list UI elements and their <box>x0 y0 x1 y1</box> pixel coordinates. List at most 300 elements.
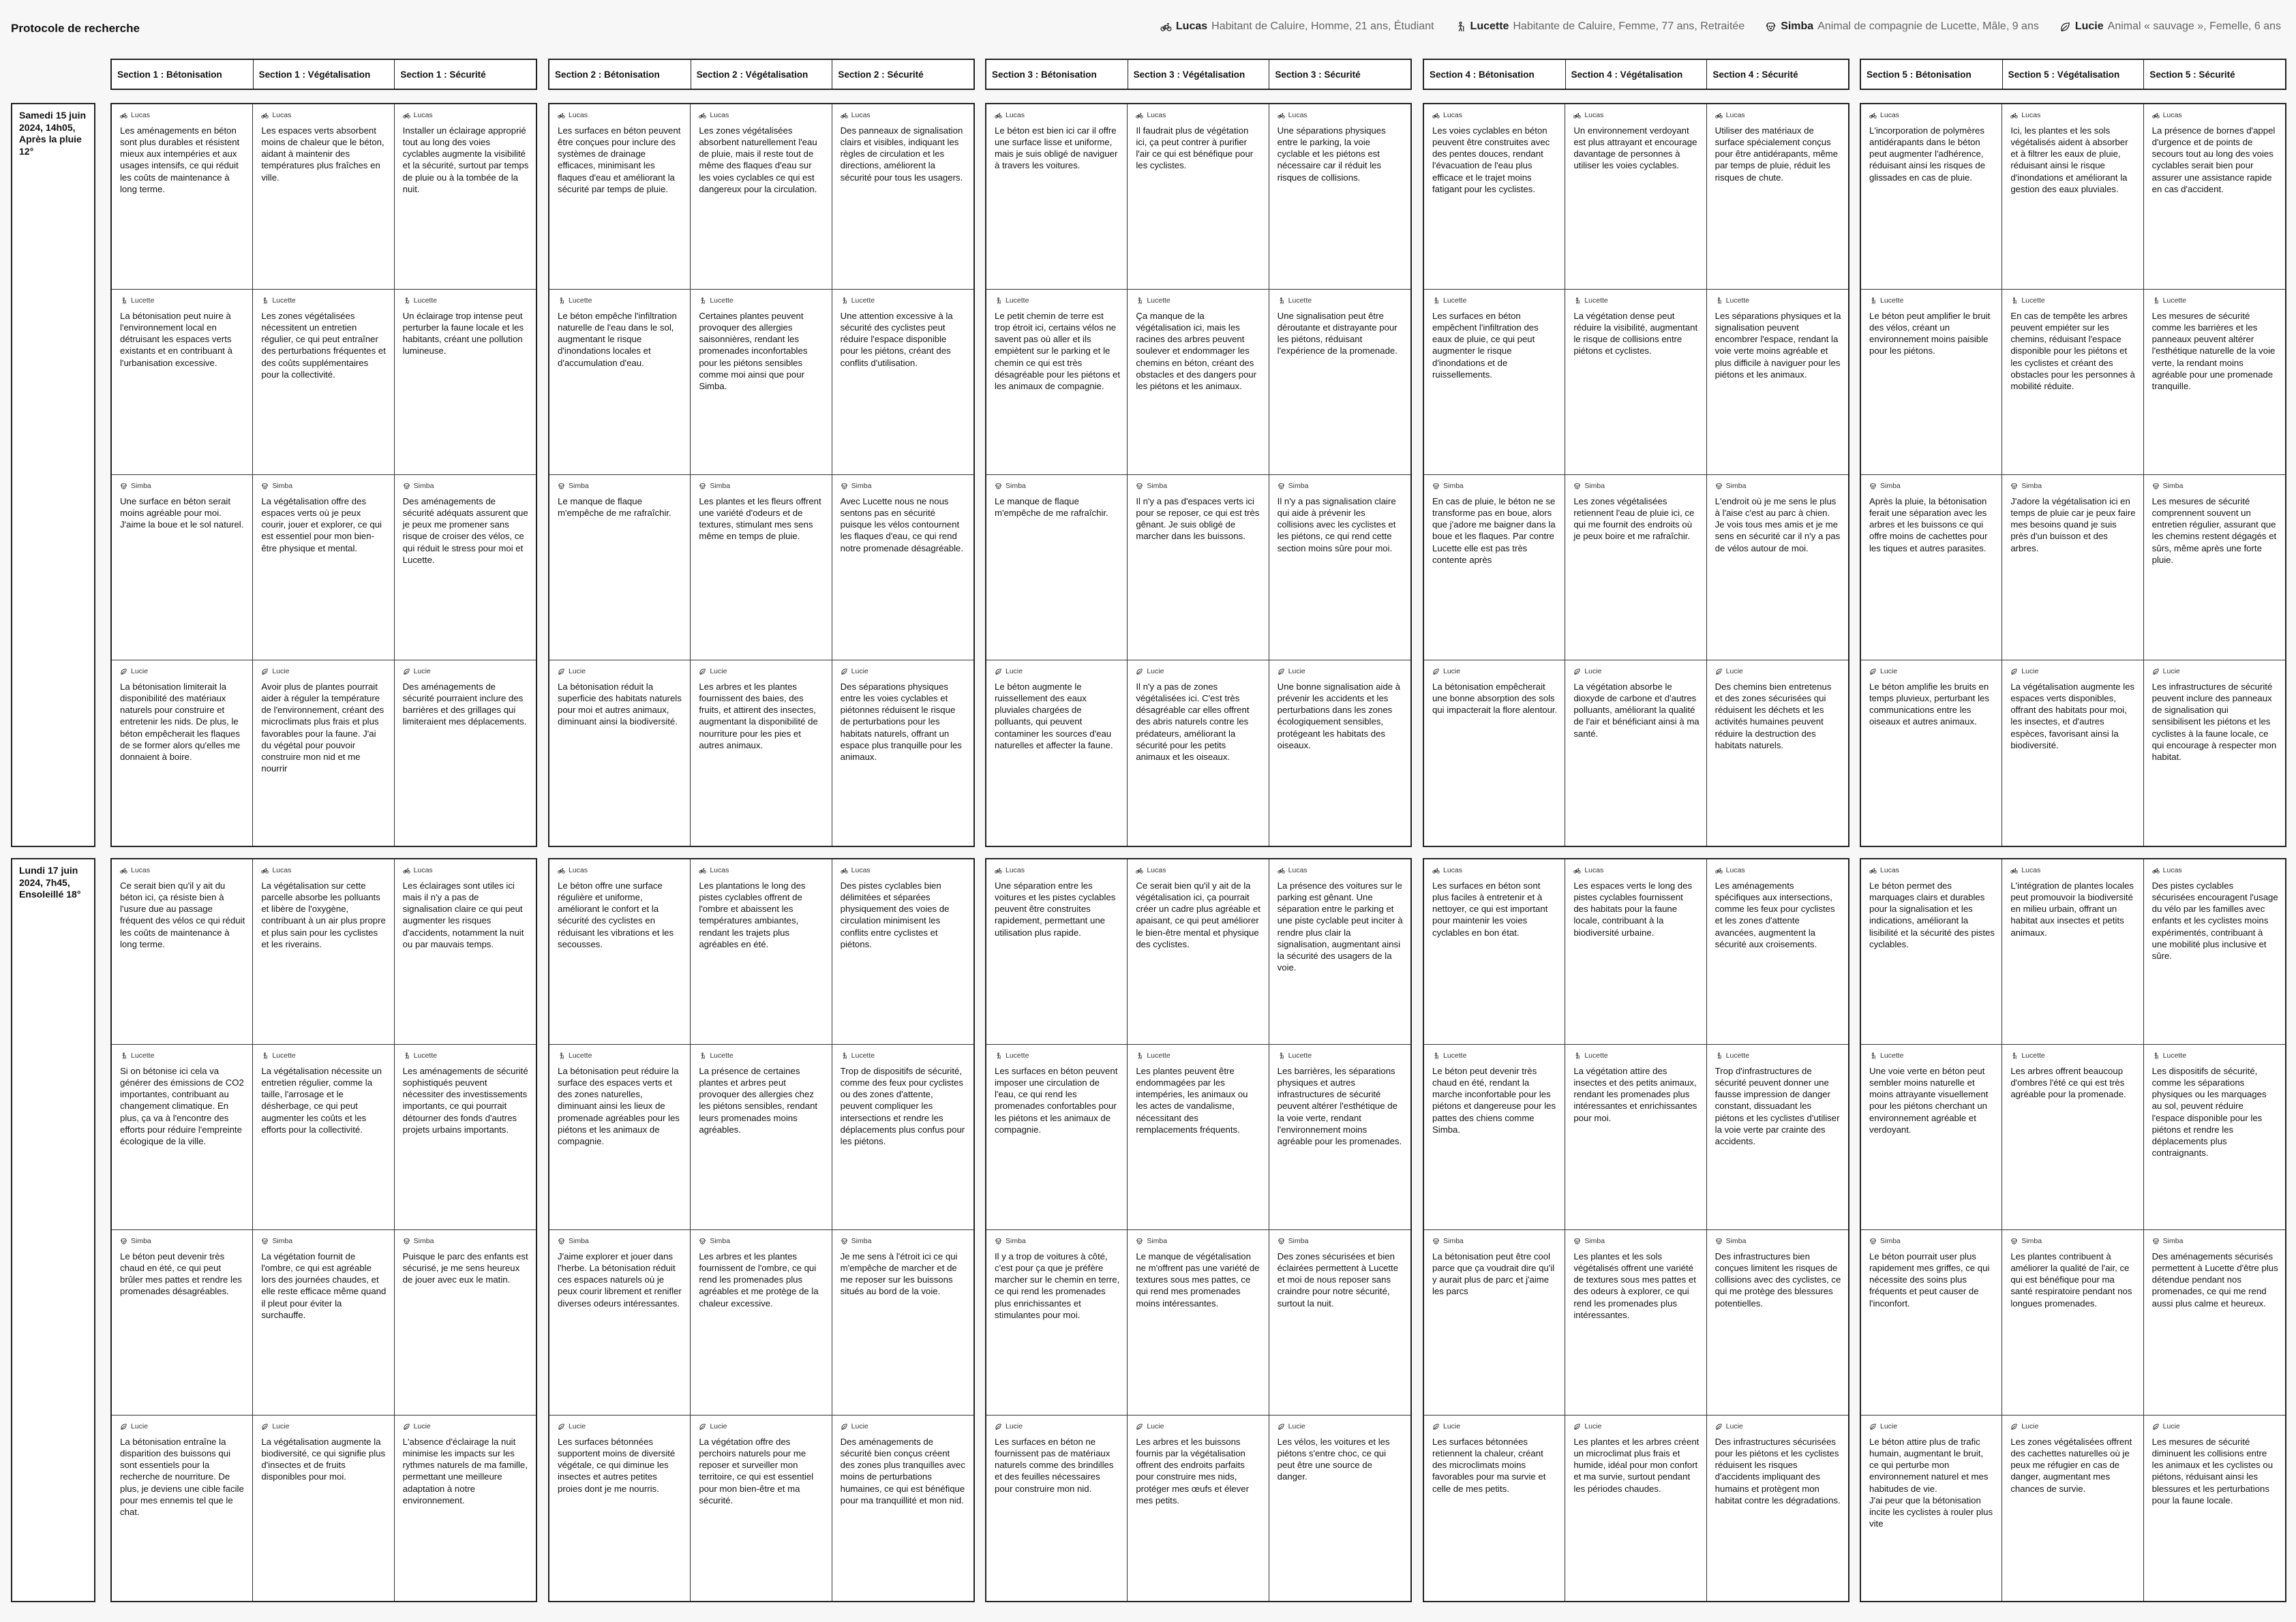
observation-text: Les éclairages sont utiles ici mais il n'y a pas de signalisation claire ce qui peut augmenter les risques d'accidents, notamment la nuit ou par mauvais temps. <box>402 881 524 949</box>
dog-icon <box>995 483 1002 490</box>
column-header: Section 2 : Bétonisation <box>549 60 691 89</box>
observation-text: L'absence d'éclairage la nuit minimise les impacts sur les rythmes naturels de ma famille, permettant une meilleure adaptation à notre environnement. <box>402 1437 528 1505</box>
observation-text: L'intégration de plantes locales peut promouvoir la biodiversité en milieu urbain, offrant un habitat aux insectes et petits animaux. <box>2010 881 2134 938</box>
persona-tag <box>995 482 1120 490</box>
observation-text: Les mesures de sécurité comme les barrières et les panneaux peuvent altérer l'esthétique naturelle de la voie verte, la rendant moins agréable pour une promenade tranquille. <box>2151 311 2276 391</box>
observation-text: J'adore la végétalisation ici en temps de pluie car je peux faire mes besoins quand je suis près d'un buisson et des arbres. <box>2010 496 2136 553</box>
persona-name: Lucas <box>2021 111 2041 119</box>
persona-tag <box>403 1052 529 1060</box>
observation-cell <box>1861 660 2002 846</box>
observation-cell <box>1269 104 1410 290</box>
bicycle-icon <box>1573 867 1581 874</box>
leaf-icon <box>403 1423 410 1430</box>
persona-name: Lucie <box>1443 667 1461 675</box>
observation-text: Les plantations le long des pistes cyclables offrent de l'ombre et abaissent les températures ambiantes, rendant les trajets plus agréables en été. <box>699 881 806 949</box>
observation-text: Une séparation entre les voitures et les pistes cyclables peuvent être construites rapidement, permettant une utilisation plus rapide. <box>995 881 1116 938</box>
persona-name: Lucette <box>1880 1052 1904 1060</box>
leaf-icon <box>261 668 269 675</box>
persona-tag <box>995 667 1120 675</box>
observation-cell <box>1424 859 1565 1045</box>
bicycle-icon <box>995 867 1002 874</box>
persona-tag <box>558 866 683 874</box>
observation-text: Les surfaces en béton sont plus faciles à entretenir et à nettoyer, ce qui est important pour maintenir les voies cyclables en bon état. <box>1432 881 1548 938</box>
dog-icon <box>699 483 706 490</box>
column-header: Section 5 : Bétonisation <box>1861 60 2003 89</box>
observation-text: Le béton est bien ici car il offre une surface lisse et uniforme, mais je suis obligé de naviguer à travers les voitures. <box>995 125 1118 171</box>
persona-tag <box>995 1052 1120 1060</box>
dog-icon <box>841 1238 848 1245</box>
observation-cell <box>1565 660 1706 846</box>
bicycle-icon <box>1136 112 1143 119</box>
persona-name: Lucette <box>851 296 875 305</box>
observation-cell <box>395 660 536 846</box>
persona-name: Lucie <box>1584 1422 1602 1430</box>
persona-name: Simba <box>1006 482 1026 490</box>
observation-grid <box>1860 858 2286 1602</box>
persona-tag <box>2152 111 2278 119</box>
observation-text: Les plantes et les arbres créent un microclimat plus frais et humide, idéal pour mon confort et ma survie, surtout pendant les périodes chaudes. <box>1573 1437 1700 1494</box>
persona-tag <box>120 1422 245 1430</box>
observation-cell <box>1128 290 1269 475</box>
bicycle-icon <box>120 867 127 874</box>
persona-name: Lucas <box>131 866 151 874</box>
persona-name: Lucie <box>569 667 586 675</box>
persona-name: Lucette <box>1006 1052 1029 1060</box>
persona-tag <box>1869 482 1995 490</box>
bicycle-icon <box>2152 867 2160 874</box>
persona-tag <box>1136 667 1261 675</box>
walker-icon <box>1432 1052 1440 1060</box>
persona-name: Simba <box>131 482 151 490</box>
persona-name: Lucas <box>1443 111 1463 119</box>
observation-text: La végétalisation augmente les espaces verts disponibles, offrant des habitats pour moi, les insectes, et d'autres espèces, favorisant ainsi la biodiversité. <box>2010 682 2135 750</box>
column-header: Section 1 : Sécurité <box>400 69 486 80</box>
observation-cell <box>1269 1045 1410 1230</box>
bicycle-icon <box>558 112 565 119</box>
persona-tag <box>1869 667 1995 675</box>
persona-tag <box>1715 1237 1841 1245</box>
persona-tag <box>403 667 529 675</box>
persona-name: Lucas <box>131 111 151 119</box>
walker-icon <box>841 1052 848 1060</box>
observation-text: La bétonisation peut réduire la surface des espaces verts et des zones naturelles, diminuant ainsi les lieux de promenade agréables pour les piétons et les animaux de compagnie. <box>558 1066 680 1146</box>
persona-name: Lucette <box>1288 1052 1312 1060</box>
observation-grid <box>548 858 975 1602</box>
persona-tag <box>1715 482 1841 490</box>
persona-name: Simba <box>710 482 731 490</box>
observation-cell <box>112 475 253 660</box>
observation-cell <box>1707 1230 1848 1416</box>
observation-text: J'aime explorer et jouer dans l'herbe. La bétonisation réduit ces espaces naturels où je peux courir librement et renifler diverses odeurs intéressantes. <box>558 1251 682 1309</box>
persona-tag <box>2010 296 2136 305</box>
observation-cell <box>395 475 536 660</box>
persona-name: Lucette <box>2021 1052 2045 1060</box>
persona-tag <box>1278 111 1404 119</box>
persona-tag <box>403 482 529 490</box>
observation-text: Des zones sécurisées et bien éclairées permettent à Lucette et moi de nous reposer sans craindre pour notre sécurité, surtout la nuit. <box>1277 1251 1399 1309</box>
observation-cell <box>1861 859 2002 1045</box>
persona-tag <box>2152 1422 2278 1430</box>
observation-text: Les zones végétalisées absorbent naturellement l'eau de pluie, mais il reste tout de même des flaques d'eau sur les voies cyclables ce qui est dangereux pour la circulation. <box>699 125 817 194</box>
observation-text: Des séparations physiques entre les voies cyclables et piétonnes réduisent le risque de perturbations pour les habitats naturels, offrant un espace plus tranquille pour les animaux. <box>840 682 962 762</box>
persona-tag <box>558 296 683 305</box>
observation-text: Ici, les plantes et les sols végétalisés aident à absorber et à filtrer les eaux de pluie, réduisant ainsi le risque d'inondations et améliorant la gestion des eaux pluviales. <box>2010 125 2128 194</box>
persona-tag <box>403 1422 529 1430</box>
leaf-icon <box>699 1423 706 1430</box>
observation-cell <box>112 1230 253 1416</box>
observation-cell <box>2002 859 2143 1045</box>
observation-text: Les surfaces en béton peuvent imposer une circulation de l'eau, ce qui rend les promenades confortables pour les piétons et les animaux de compagnie. <box>995 1066 1118 1135</box>
observation-text: Il y a trop de voitures à côté, c'est pour ça que je préfère marcher sur le chemin en terre, ce qui rend les promenades plus enrichissantes et stimulantes pour moi. <box>995 1251 1120 1320</box>
bicycle-icon <box>699 112 706 119</box>
observation-text: Les zones végétalisées nécessitent un entretien régulier, ce qui peut entraîner des perturbations fréquentes et des coûts supplémentaires pour la collectivité. <box>261 311 386 380</box>
persona-name: Lucie <box>1288 1422 1305 1430</box>
observation-text: Les voies cyclables en béton peuvent être construites avec des pentes douces, rendant l'évacuation de l'eau plus efficace et le trajet moins fatigant pour les cyclistes. <box>1432 125 1550 194</box>
persona-tag <box>1136 296 1261 305</box>
observation-cell <box>1424 475 1565 660</box>
observation-cell <box>1565 475 1706 660</box>
bicycle-icon <box>1869 867 1877 874</box>
walker-icon <box>2010 1052 2018 1060</box>
persona-name: Simba <box>1288 1237 1309 1245</box>
leaf-icon <box>1573 668 1581 675</box>
observation-text: Ça manque de la végétalisation ici, mais les racines des arbres peuvent soulever et endommager les chemins en béton, créant des obstacles et des dangers pour les piétons et les animaux. <box>1136 311 1257 391</box>
observation-text: Des infrastructures sécurisées pour les piétons et les cyclistes réduisent les risques d'accidents impliquant des humains et protègent mon habitat contre les dégradations. <box>1715 1437 1841 1505</box>
observation-text: Les aménagements en béton sont plus durables et résistent mieux aux intempéries et aux usages intensifs, ce qui réduit les coûts de maintenance à long terme. <box>120 125 240 194</box>
observation-cell <box>2144 1230 2285 1416</box>
bicycle-icon <box>2152 112 2160 119</box>
persona-name: Lucette <box>1443 296 1467 305</box>
leaf-icon <box>1715 1423 1723 1430</box>
leaf-icon <box>2152 668 2160 675</box>
bicycle-icon <box>120 112 127 119</box>
observation-grid <box>1423 858 1849 1602</box>
persona-tag <box>120 296 245 305</box>
dog-icon <box>2010 483 2018 490</box>
observation-cell <box>691 1045 832 1230</box>
legend-desc: Animal « sauvage », Femelle, 6 ans <box>2107 20 2281 32</box>
bicycle-icon <box>403 112 410 119</box>
section-header-group <box>110 59 537 90</box>
observation-cell <box>253 290 394 475</box>
dog-icon <box>403 483 410 490</box>
persona-name: Simba <box>1147 1237 1168 1245</box>
persona-name: Simba <box>1725 1237 1747 1245</box>
persona-name: Simba <box>1443 482 1464 490</box>
persona-name: Simba <box>1006 1237 1026 1245</box>
persona-name: Simba <box>569 1237 589 1245</box>
dog-icon <box>261 1238 269 1245</box>
observation-cell <box>986 1416 1128 1601</box>
persona-name: Simba <box>1880 1237 1901 1245</box>
observation-cell <box>2144 475 2285 660</box>
persona-name: Lucie <box>710 1422 727 1430</box>
observation-text: La bétonisation peut être cool parce que ça voudrait dire qu'il y aurait plus de parc et j'aime les parcs <box>1432 1251 1555 1297</box>
leaf-icon <box>1432 1423 1440 1430</box>
persona-tag <box>558 111 683 119</box>
persona-name: Lucette <box>272 1052 296 1060</box>
observation-text: Les arbres offrent beaucoup d'ombres l'été ce qui est très agréable pour la promenade. <box>2010 1066 2126 1100</box>
observation-text: Le manque de flaque m'empêche de me rafraîchir. <box>995 496 1108 519</box>
persona-name: Lucie <box>2021 1422 2039 1430</box>
persona-tag <box>261 1422 387 1430</box>
persona-name: Lucette <box>2162 296 2187 305</box>
walker-icon <box>1278 297 1285 305</box>
observation-text: L'incorporation de polymères antidérapants dans le béton peut augmenter l'adhérence, réduisant ainsi les risques de glissades en cas de pluie. <box>1869 125 1986 183</box>
observation-cell <box>253 1230 394 1416</box>
persona-tag <box>1136 1422 1261 1430</box>
column-header: Section 4 : Végétalisation <box>1566 60 1708 89</box>
persona-tag <box>1573 1422 1699 1430</box>
observation-cell <box>1565 104 1706 290</box>
persona-name: Lucas <box>710 111 729 119</box>
observation-cell <box>832 290 973 475</box>
walker-icon <box>1278 1052 1285 1060</box>
persona-name: Lucas <box>1880 111 1900 119</box>
observation-grid <box>1423 103 1849 847</box>
bicycle-icon <box>1278 112 1285 119</box>
bicycle-icon <box>1715 867 1723 874</box>
observation-text: Les arbres et les plantes fournissent des baies, des fruits, et attirent des insectes, augmentant la disponibilité de nourriture pour les pies et autres animaux. <box>699 682 818 750</box>
bicycle-icon <box>841 867 848 874</box>
persona-tag <box>1136 1237 1261 1245</box>
observation-cell <box>1128 1230 1269 1416</box>
persona-name: Lucette <box>131 1052 155 1060</box>
dog-icon <box>120 483 127 490</box>
persona-tag <box>1432 866 1558 874</box>
observation-text: Les plantes peuvent être endommagées par les intempéries, les animaux ou les actes de vandalisme, nécessitant des remplacements fréquents. <box>1136 1066 1248 1135</box>
observation-cell <box>1861 1416 2002 1601</box>
persona-tag <box>261 1237 387 1245</box>
observation-cell <box>1424 290 1565 475</box>
leaf-icon <box>558 668 565 675</box>
walker-icon <box>403 1052 410 1060</box>
persona-tag <box>841 667 967 675</box>
persona-name: Simba <box>413 482 434 490</box>
persona-name: Lucas <box>569 866 588 874</box>
persona-tag <box>403 111 529 119</box>
legend-desc: Animal de compagnie de Lucette, Mâle, 9 ans <box>1817 20 2039 32</box>
persona-tag <box>2010 866 2136 874</box>
observation-cell <box>1424 1045 1565 1230</box>
persona-tag <box>261 111 387 119</box>
leaf-icon <box>841 1423 848 1430</box>
persona-tag <box>120 1237 245 1245</box>
observation-cell <box>691 859 832 1045</box>
persona-tag <box>1432 111 1558 119</box>
observation-cell <box>2002 660 2143 846</box>
observation-text: La bétonisation peut nuire à l'environnement local en détruisant les espaces verts existants et en contribuant à l'urbanisation excessive. <box>120 311 232 368</box>
observation-text: La végétation fournit de l'ombre, ce qui est agréable lors des journées chaudes, et elle reste efficace même quand il pleut pour éviter la surchauffe. <box>261 1251 387 1320</box>
dog-icon <box>1136 1238 1143 1245</box>
persona-tag <box>1136 1052 1261 1060</box>
dog-icon <box>1573 1238 1581 1245</box>
persona-name: Lucie <box>272 1422 290 1430</box>
dog-icon <box>403 1238 410 1245</box>
observation-text: La végétalisation offre des espaces verts où je peux courir, jouer et explorer, ce qui est essentiel pour mon bien-être physique et mental. <box>261 496 382 553</box>
persona-tag <box>558 667 683 675</box>
walker-icon <box>558 1052 565 1060</box>
observation-cell <box>1424 1230 1565 1416</box>
observation-cell <box>112 1045 253 1230</box>
persona-tag <box>558 1422 683 1430</box>
persona-tag <box>995 866 1120 874</box>
observation-text: L'endroit où je me sens le plus à l'aise c'est au parc à chien. Je vois tous mes amis et je me sens en sécurité car il n'y a pas de vélos autour de moi. <box>1715 496 1841 553</box>
persona-name: Lucie <box>851 667 868 675</box>
observation-cell <box>986 104 1128 290</box>
persona-tag <box>841 1052 967 1060</box>
column-header: Section 3 : Bétonisation <box>986 60 1128 89</box>
persona-tag <box>120 667 245 675</box>
persona-name: Simba <box>2021 1237 2042 1245</box>
observation-text: La présence de certaines plantes et arbres peut provoquer des allergies chez les piétons sensibles, rendant leurs promenades moins agréables. <box>699 1066 818 1135</box>
persona-tag <box>2010 111 2136 119</box>
observation-grid <box>985 858 1412 1602</box>
persona-tag <box>995 1422 1120 1430</box>
observation-text: Des pistes cyclables sécurisées encouragent l'usage du vélo par les familles avec enfants et les cyclistes moins expérimentés, contribuant à une mobilité plus inclusive et sûre. <box>2151 881 2278 961</box>
observation-cell <box>549 1416 691 1601</box>
observation-text: Le manque de flaque m'empêche de me rafraîchir. <box>558 496 671 519</box>
leaf-icon <box>1715 668 1723 675</box>
bicycle-icon <box>699 867 706 874</box>
persona-name: Lucas <box>2162 866 2182 874</box>
observation-cell <box>1861 290 2002 475</box>
observation-cell <box>1707 104 1848 290</box>
persona-tag <box>1869 111 1995 119</box>
observation-text: Un environnement verdoyant est plus attrayant et encourage davantage de personnes à utiliser les voies cyclables. <box>1573 125 1697 171</box>
legend-item-simba <box>1765 20 2039 33</box>
observation-text: Les plantes et les sols végétalisés offrent une variété de textures sous mes pattes et des odeurs à explorer, ce qui rend les promenades plus intéressantes. <box>1573 1251 1696 1320</box>
observation-cell <box>1861 475 2002 660</box>
observation-text: Après la pluie, la bétonisation ferait une séparation avec les arbres et les buissons ce qui offre moins de cachettes pour les tiques et autres parasites. <box>1869 496 1988 553</box>
observation-cell <box>2002 1230 2143 1416</box>
leaf-icon <box>1278 668 1285 675</box>
persona-name: Simba <box>272 482 293 490</box>
persona-name: Lucie <box>413 1422 431 1430</box>
leaf-icon <box>1136 668 1143 675</box>
persona-name: Simba <box>131 1237 151 1245</box>
observation-cell <box>1707 1416 1848 1601</box>
persona-tag <box>841 1237 967 1245</box>
persona-name: Lucie <box>710 667 727 675</box>
observation-text: Des aménagements sécurisés permettent à Lucette d'être plus détendue pendant nos promenades, ce qui me rend aussi plus calme et heureux. <box>2151 1251 2278 1309</box>
persona-name: Lucette <box>272 296 296 305</box>
observation-text: Les zones végétalisées offrent des cachettes naturelles où je peux me réfugier en cas de danger, augmentant mes chances de survie. <box>2010 1437 2132 1494</box>
persona-tag <box>2152 482 2278 490</box>
observation-cell <box>986 859 1128 1045</box>
leaf-icon <box>558 1423 565 1430</box>
observation-text: Le béton permet des marquages clairs et durables pour la signalisation et les indications, améliorant la lisibilité et la sécurité des pistes cyclables. <box>1869 881 1995 949</box>
persona-name: Lucette <box>1584 1052 1608 1060</box>
walker-icon <box>699 1052 706 1060</box>
dog-icon <box>2152 1238 2160 1245</box>
observation-text: Les zones végétalisées retiennent l'eau de pluie ici, ce qui me fournit des endroits où je peux boire et me rafraîchir. <box>1573 496 1695 542</box>
observation-text: En cas de pluie, le béton ne se transforme pas en boue, alors que j'adore me baigner dans la boue et les flaques. Par contre Lucette elle est pas très contente après <box>1432 496 1556 565</box>
persona-name: Lucas <box>710 866 729 874</box>
walker-icon <box>261 297 269 305</box>
observation-text: Le béton attire plus de trafic humain, augmentant le bruit, ce qui perturbe mon environnement naturel et mes habitudes de vie. J'ai peur que la bétonisation incite les cyclistes à rouler plus vite <box>1869 1437 1993 1529</box>
observation-grid <box>110 103 537 847</box>
dog-icon <box>2152 483 2160 490</box>
persona-tag <box>1432 1052 1558 1060</box>
persona-tag <box>1573 482 1699 490</box>
persona-name: Lucas <box>569 111 588 119</box>
persona-tag <box>995 111 1120 119</box>
observation-text: Le petit chemin de terre est trop étroit ici, certains vélos ne savent pas où aller et ils empiètent sur le parking et le chemin ce qui est très désagréable pour les piétons et les animaux de compagnie. <box>995 311 1121 391</box>
observation-text: La végétation dense peut réduire la visibilité, augmentant le risque de collisions entre piétons et cyclistes. <box>1573 311 1698 356</box>
observation-cell <box>253 104 394 290</box>
persona-tag <box>2010 1422 2136 1430</box>
observation-cell <box>549 290 691 475</box>
persona-name: Simba <box>2162 1237 2184 1245</box>
observation-cell <box>395 859 536 1045</box>
observation-cell <box>986 660 1128 846</box>
observation-cell <box>1128 104 1269 290</box>
persona-name: Lucas <box>2021 866 2041 874</box>
persona-tag <box>120 482 245 490</box>
persona-name: Lucette <box>1880 296 1904 305</box>
persona-tag <box>1278 1237 1404 1245</box>
observation-text: Les surfaces bétonnées retiennent la chaleur, créant des microclimats moins favorables pour ma survie et celle de mes petits. <box>1432 1437 1546 1494</box>
observation-text: Les surfaces en béton ne fournissent pas de matériaux naturels comme des brindilles et des feuilles nécessaires pour construire mon nid. <box>995 1437 1114 1494</box>
persona-tag <box>403 296 529 305</box>
persona-tag <box>120 866 245 874</box>
persona-name: Lucie <box>2021 667 2039 675</box>
persona-tag <box>403 866 529 874</box>
persona-name: Simba <box>710 1237 731 1245</box>
bicycle-icon <box>1432 867 1440 874</box>
observation-cell <box>549 104 691 290</box>
observation-cell <box>1861 1045 2002 1230</box>
observation-text: En cas de tempête les arbres peuvent empiéter sur les chemins, réduisant l'espace disponible pour les piétons et les cyclistes et créant des obstacles pour les personnes à mobilité réduite. <box>2010 311 2135 391</box>
leaf-icon <box>995 1423 1002 1430</box>
persona-tag <box>2010 482 2136 490</box>
column-header: Section 1 : Bétonisation <box>112 60 254 89</box>
persona-tag <box>558 1237 683 1245</box>
persona-name: Lucie <box>1880 1422 1898 1430</box>
observation-text: Un éclairage trop intense peut perturber la faune locale et les habitants, créant une pollution lumineuse. <box>402 311 524 356</box>
persona-tag <box>699 1422 824 1430</box>
persona-tag <box>1278 866 1404 874</box>
persona-name: Lucette <box>569 296 592 305</box>
persona-name: Lucas <box>1584 111 1604 119</box>
observation-text: Installer un éclairage approprié tout au long des voies cyclables augmente la visibilité et la sécurité, surtout par temps de pluie ou à la tombée de la nuit. <box>402 125 529 194</box>
persona-name: Lucette <box>1725 296 1750 305</box>
persona-tag <box>2010 1237 2136 1245</box>
persona-tag <box>1136 111 1261 119</box>
persona-tag <box>699 866 824 874</box>
day-label: Lundi 17 juin 2024, 7h45, Ensoleillé 18° <box>11 858 95 1602</box>
persona-name: Lucette <box>1725 1052 1750 1060</box>
observation-cell <box>395 1416 536 1601</box>
persona-tag <box>1278 482 1404 490</box>
observation-cell <box>1707 859 1848 1045</box>
section-header-group <box>1860 59 2286 90</box>
dog-icon <box>261 483 269 490</box>
observation-text: Il faudrait plus de végétation ici, ça peut contrer à purifier l'air ce qui est bénéfique pour les cyclistes. <box>1136 125 1254 171</box>
dog-icon <box>1869 483 1877 490</box>
observation-cell <box>832 475 973 660</box>
observation-text: Le béton augmente le ruissellement des eaux pluviales chargées de polluants, qui peuvent contaminer les sources d'eau naturelles et affecter la faune. <box>995 682 1113 750</box>
persona-name: Lucas <box>1725 866 1745 874</box>
persona-tag <box>1573 667 1699 675</box>
walker-icon <box>1432 297 1440 305</box>
legend-item-lucie <box>2059 20 2281 33</box>
observation-cell <box>1269 660 1410 846</box>
observation-cell <box>1128 475 1269 660</box>
observation-text: Une attention excessive à la sécurité des cyclistes peut réduire l'espace disponible pour les piétons, créant des conflits d'utilisation. <box>840 311 953 368</box>
dog-icon <box>2010 1238 2018 1245</box>
